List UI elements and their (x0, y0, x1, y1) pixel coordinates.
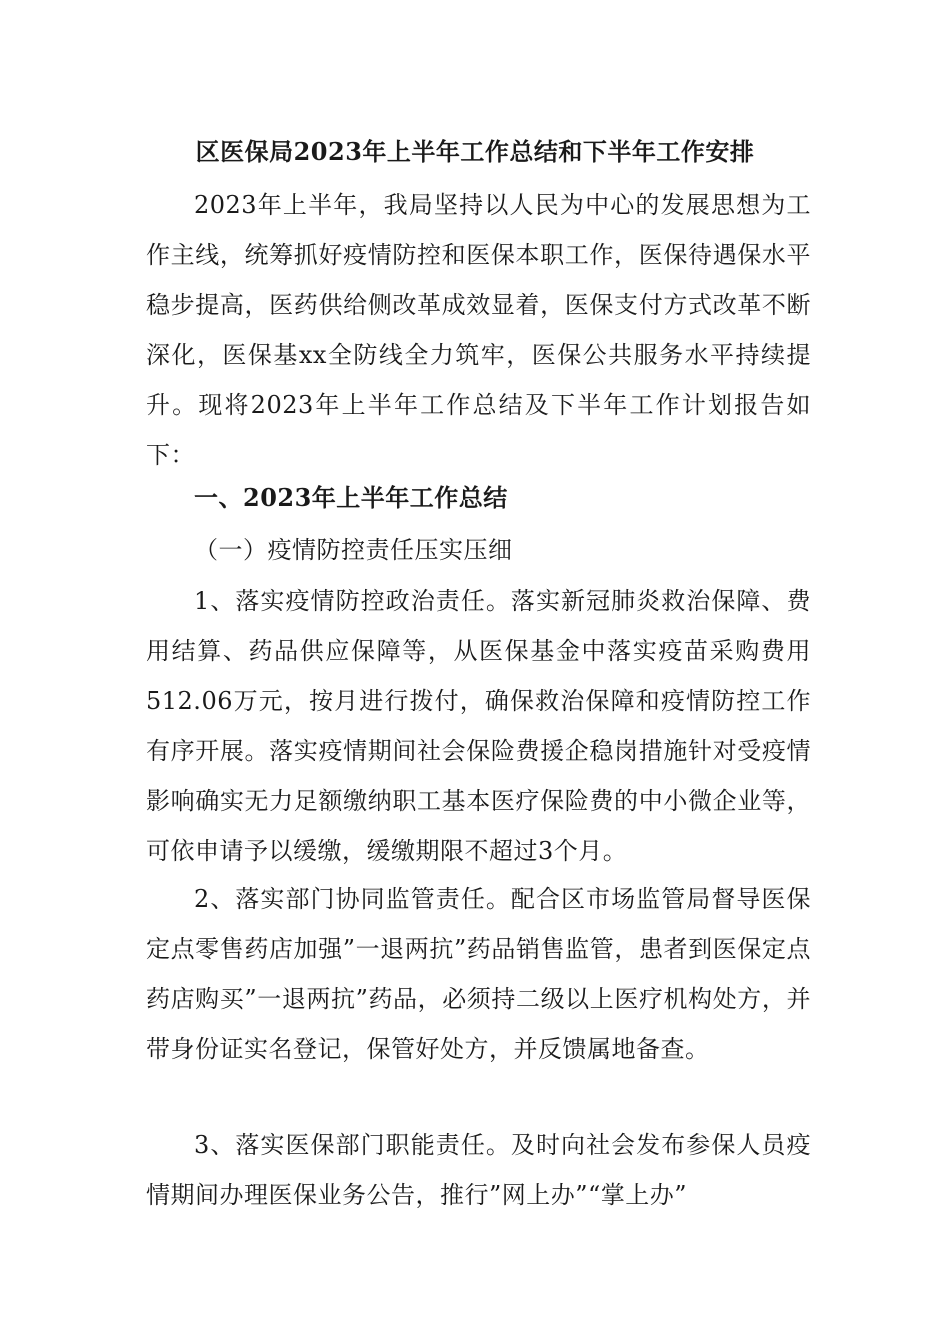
document-title: 区医保局2023年上半年工作总结和下半年工作安排 (195, 137, 755, 166)
intro-paragraph: 2023年上半年，我局坚持以人民为中心的发展思想为工作主线，统筹抓好疫情防控和医保本职工作，医保待遇保水平稳步提高，医药供给侧改革成效显着，医保支付方式改革不断深化，医保基xx全防线全力筑牢，医保公共服务水平持续提升。现将2023年上半年工作总结及下半年工作计划报告如下： (146, 191, 811, 469)
paragraph-item-3: 3、落实医保部门职能责任。及时向社会发布参保人员疫情期间办理医保业务公告，推行”网上办”“掌上办” (146, 1131, 811, 1209)
subsection-heading: （一）疫情防控责任压实压细 (194, 536, 513, 564)
paragraph-item-1: 1、落实疫情防控政治责任。落实新冠肺炎救治保障、费用结算、药品供应保障等，从医保基金中落实疫苗采购费用512.06万元，按月进行拨付，确保救治保障和疫情防控工作有序开展。落实疫情期间社会保险费援企稳岗措施针对受疫情影响确实无力足额缴纳职工基本医疗保险费的中小微企业等，可依申请予以缓缴，缓缴期限不超过3个月。 (146, 587, 811, 865)
paragraph-item-2: 2、落实部门协同监管责任。配合区市场监管局督导医保定点零售药店加强”一退两抗”药品销售监管，患者到医保定点药店购买”一退两抗”药品，必须持二级以上医疗机构处方，并带身份证实名登记，保管好处方，并反馈属地备查。 (146, 885, 811, 1063)
section-heading: 一、2023年上半年工作总结 (194, 483, 508, 512)
